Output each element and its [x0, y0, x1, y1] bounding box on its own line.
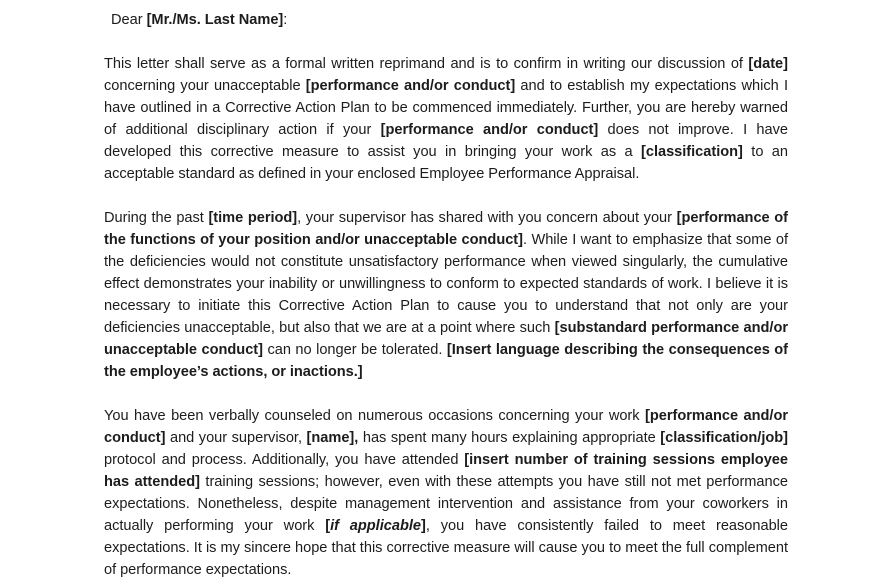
- salutation-trail: :: [283, 12, 288, 28]
- bracket-close: ]: [420, 518, 426, 534]
- placeholder-7: [Insert language describing the consequences of the employee’s actions, or inactions.]: [104, 342, 789, 380]
- placeholder-7: [insert number of training sessions employee has attended]: [104, 452, 788, 490]
- paragraph-3: [104, 383, 788, 581]
- placeholder-3: [performance of the functions of your position and/or unacceptable conduct]: [104, 210, 788, 248]
- body-text-0: During the past: [104, 210, 209, 226]
- paragraph-1: [104, 31, 788, 185]
- letter-body: [104, 0, 788, 581]
- placeholder-7: [classification]: [641, 144, 743, 160]
- body-text-6: does not improve. I have developed this corrective measure to assist you in bringing your work as a: [104, 122, 788, 160]
- placeholder-1: [date]: [748, 56, 788, 72]
- body-text-6: can no longer be tolerated.: [262, 342, 447, 358]
- placeholder-emphasis-9: [325, 518, 426, 534]
- body-text-4: and to establish my expectations which I have outlined in a Corrective Action Plan to be commenced immediately. Further, you are hereby warned of additional disciplinary action if your: [104, 78, 788, 138]
- placeholder-5: [performance and/or conduct]: [380, 122, 599, 138]
- placeholder-3: [performance and/or conduct]: [305, 78, 516, 94]
- placeholder-5: [classification/job]: [660, 430, 789, 446]
- body-text-8: training sessions; however, even with these attempts you have still not met performance expectations. Nonetheless, despite management intervention and assistance from your coworkers in actually performing your work: [104, 474, 788, 534]
- placeholder-1: [time period]: [208, 210, 298, 226]
- body-text-10: , you have consistently failed to meet reasonable expectations. It is my sincere hope that this corrective measure will cause you to meet the full complement of performance expectations.: [104, 518, 788, 578]
- body-text-0: This letter shall serve as a formal written reprimand and is to confirm in writing our discussion of: [104, 56, 749, 72]
- body-text-2: and your supervisor,: [165, 430, 307, 446]
- body-text-6: protocol and process. Additionally, you have attended: [104, 452, 465, 468]
- placeholder-text: if applicable: [330, 518, 421, 534]
- paragraph-2: [104, 185, 788, 383]
- body-text-2: concerning your unacceptable: [104, 78, 306, 94]
- salutation-lead: Dear: [111, 12, 147, 28]
- body-text-0: You have been verbally counseled on numerous occasions concerning your work: [104, 408, 646, 424]
- placeholder-3: [name],: [306, 430, 359, 446]
- body-text-8: to an acceptable standard as defined in your enclosed Employee Performance Appraisal.: [104, 144, 789, 182]
- body-text-4: has spent many hours explaining appropriate: [358, 430, 661, 446]
- body-text-4: . While I want to emphasize that some of the deficiencies would not constitute unsatisfactory performance when viewed singularly, the cumulative effect demonstrates your inability or unwillingness to conform to expected standards of work. I believe it is necessary to initiate this Corrective Action Plan to cause you to understand that not only are your deficiencies unacceptable, but also that we are at a point where such: [104, 232, 788, 336]
- salutation-placeholder: [Mr./Ms. Last Name]: [146, 12, 284, 28]
- placeholder-1: [performance and/or conduct]: [104, 408, 788, 446]
- placeholder-5: [substandard performance and/or unacceptable conduct]: [104, 320, 788, 358]
- salutation-line: [104, 0, 788, 31]
- body-text-2: , your supervisor has shared with you concern about your: [297, 210, 677, 226]
- bracket-open: [: [325, 518, 331, 534]
